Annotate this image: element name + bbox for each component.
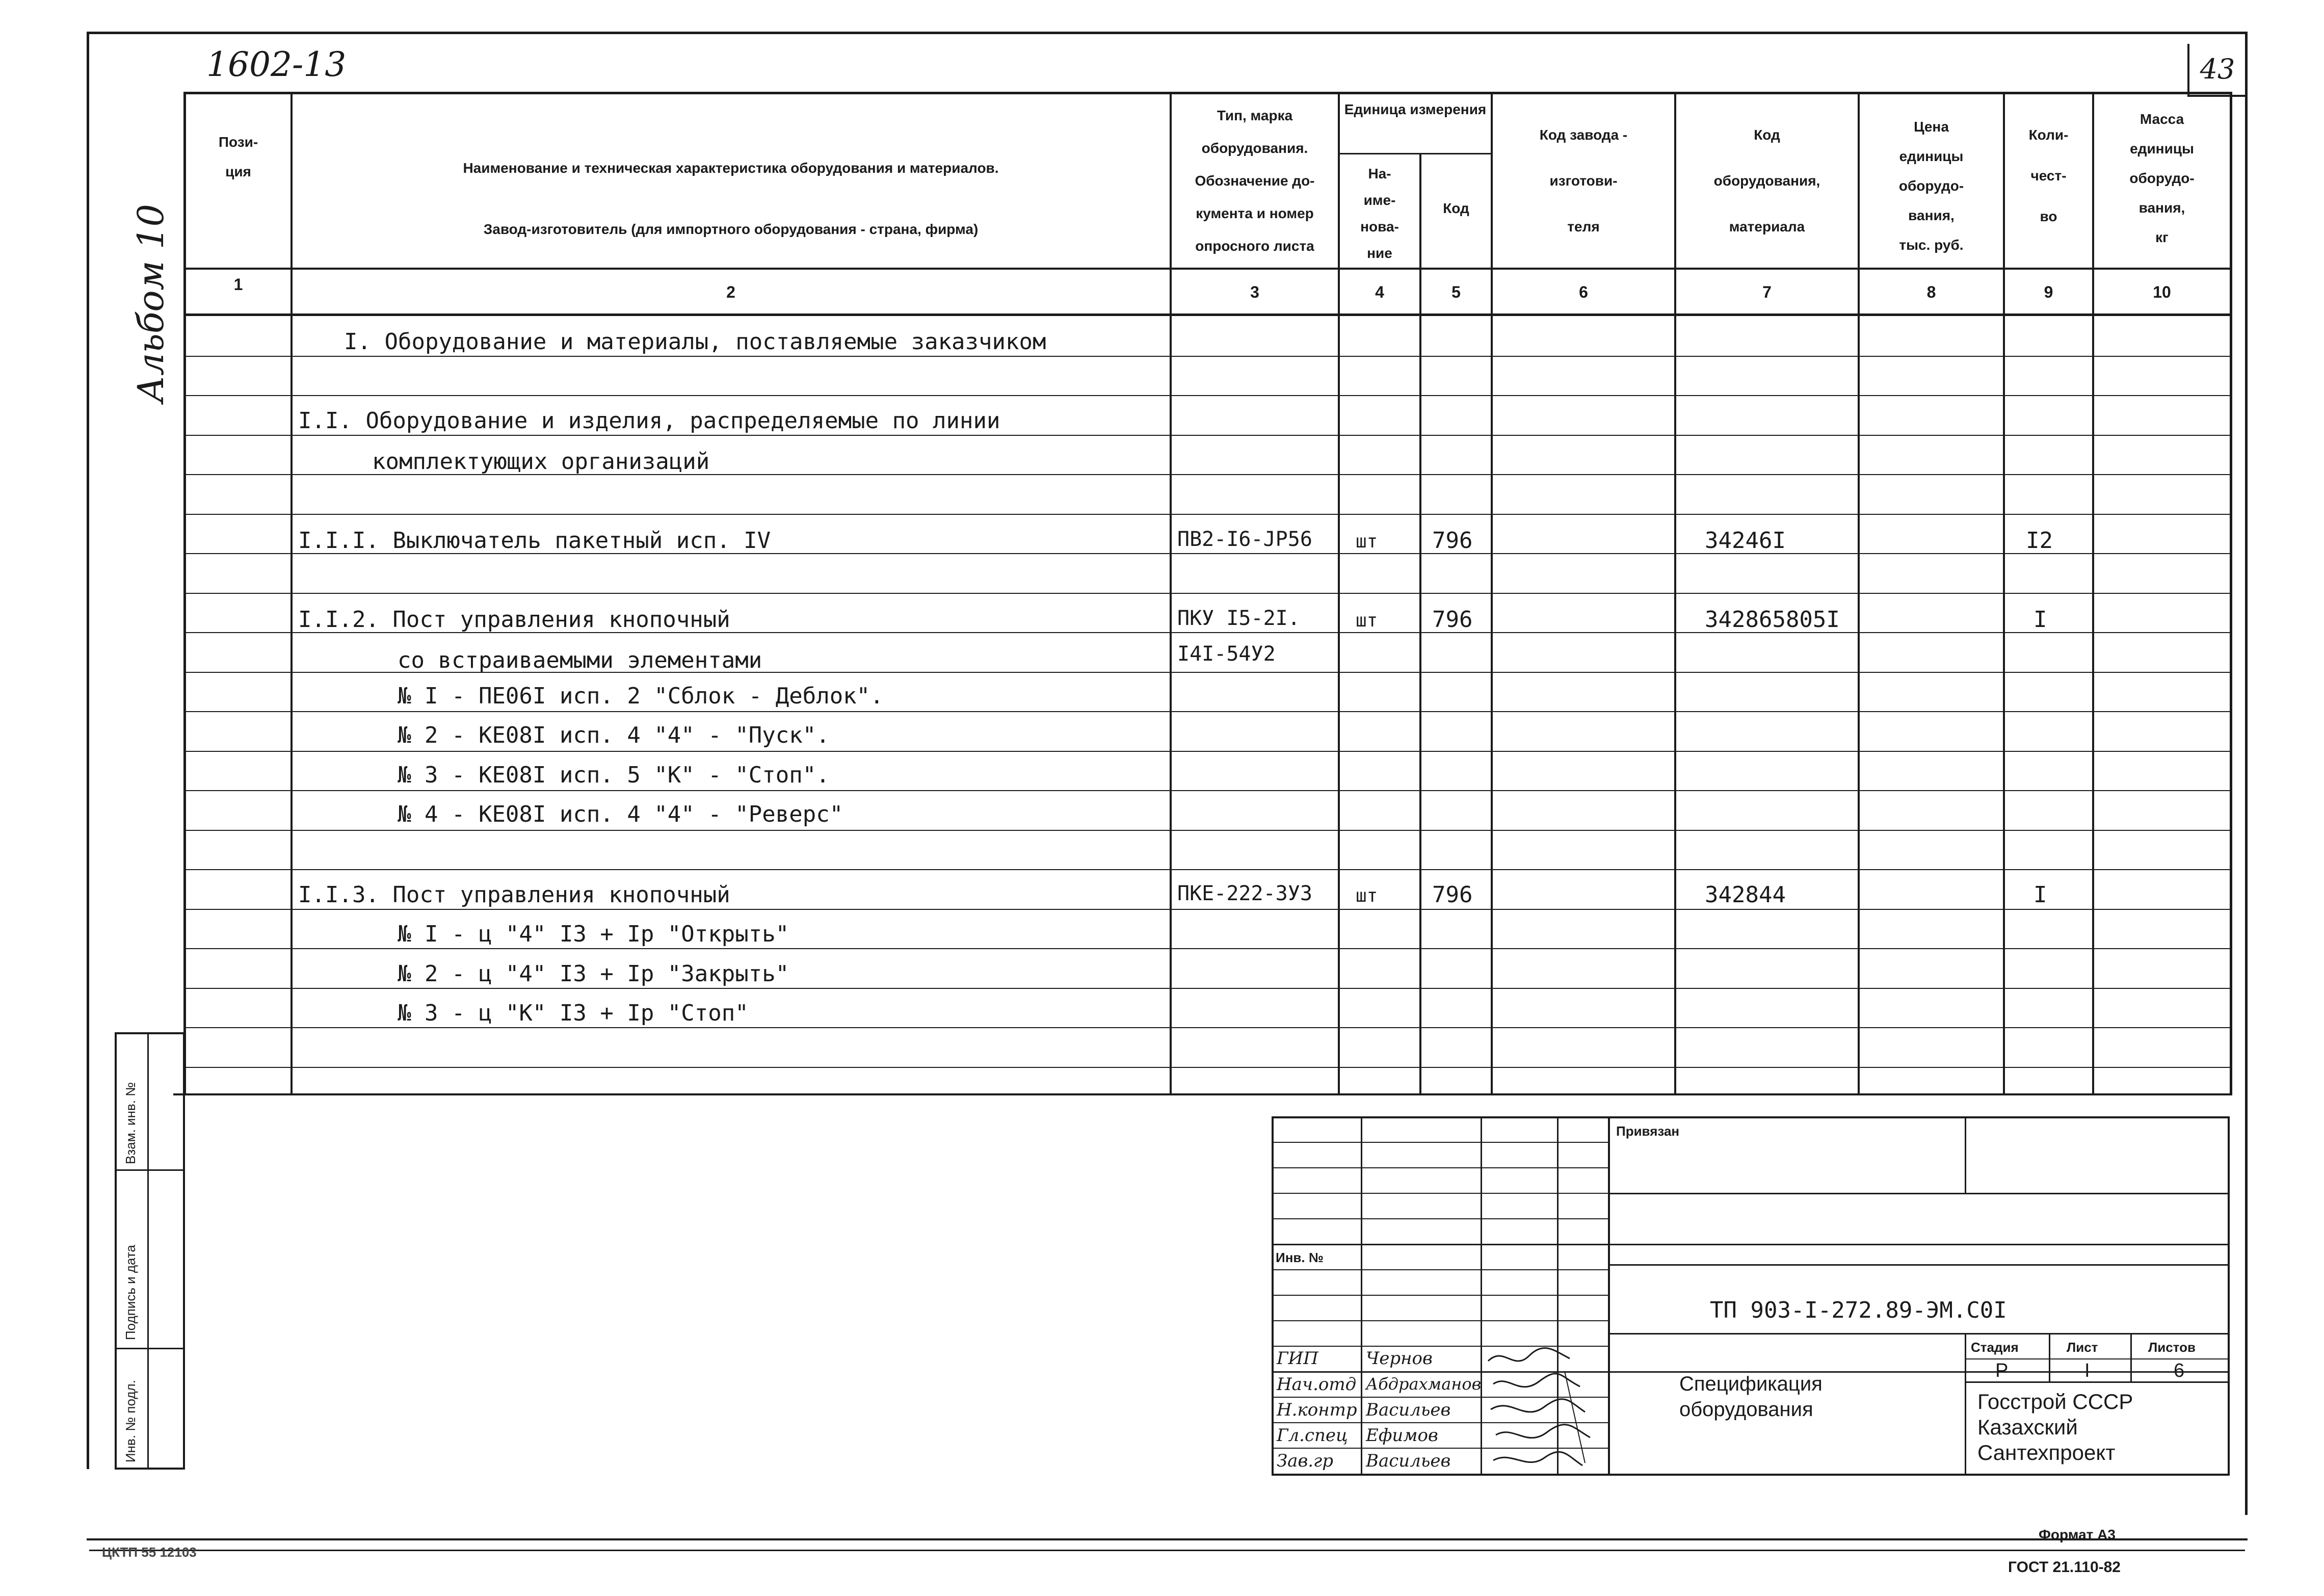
- header-quantity: Коли- чест- во: [2028, 127, 2069, 224]
- col-number-5: 5: [1451, 283, 1461, 301]
- doc-code: 1602-13: [206, 45, 347, 84]
- footer-gost: ГОСТ 21.110-82: [2008, 1559, 2121, 1576]
- organization: Госстрой СССР Казахский Сантехпроект: [1977, 1390, 2133, 1464]
- col-number-8: 8: [1926, 283, 1936, 301]
- row-section-1: I. Оборудование и материалы, поставляемые заказчиком: [344, 329, 1046, 355]
- row-element-4: № 4 - КЕ08I исп. 4 "4" - "Реверс": [398, 801, 843, 827]
- name-group-head: Васильев: [1366, 1451, 1451, 1471]
- frame-top: [87, 32, 2248, 34]
- row-element-5: № I - ц "4" I3 + Iр "Открыть": [398, 921, 789, 947]
- name-chief-spec: Ефимов: [1366, 1425, 1438, 1446]
- frame-left: [87, 32, 89, 1469]
- side-stamp-inventory: Инв. № подл.: [123, 1380, 138, 1462]
- table-bottom: [173, 1093, 2232, 1095]
- sheet-label: Лист: [2067, 1340, 2098, 1355]
- row-item-1-1-3: I.I.3. Пост управления кнопочный: [298, 882, 730, 908]
- header-factory-code: Код завода - изготови- теля: [1539, 127, 1628, 234]
- specification-table: [183, 92, 2232, 1093]
- header-price: Цена единицы оборудо- вания, тыс. руб.: [1898, 119, 1964, 253]
- row-element-3: № 3 - КЕ08I исп. 5 "К" - "Стоп".: [398, 762, 830, 788]
- name-head-dept: Абдрахманов: [1366, 1374, 1482, 1394]
- row-item-1-1-1: I.I.I. Выключатель пакетный исп. IV: [298, 528, 771, 554]
- row-item-1-1-2-equip-code: 342865805I: [1705, 607, 1840, 633]
- row-element-2: № 2 - КЕ08I исп. 4 "4" - "Пуск".: [398, 722, 830, 748]
- name-norm-control: Васильев: [1366, 1400, 1451, 1420]
- row-item-1-1-3-equip-code: 342844: [1705, 882, 1786, 908]
- row-item-1-1-1-qty: I2: [2026, 528, 2053, 554]
- row-item-1-1-3-qty: I: [2034, 882, 2047, 908]
- stage-label: Стадия: [1971, 1340, 2019, 1355]
- col-number-3: 3: [1250, 283, 1259, 301]
- role-chief-spec: Гл.спец: [1277, 1425, 1348, 1446]
- row-section-1-1: I.I. Оборудование и изделия, распределяемые по линии: [298, 408, 1000, 434]
- sheet-number: 43: [2200, 53, 2235, 85]
- row-element-6: № 2 - ц "4" I3 + Iр "Закрыть": [398, 961, 789, 987]
- header-position: Пози- ция: [218, 134, 258, 179]
- row-item-1-1-1-code: 796: [1432, 528, 1473, 554]
- footer-line: [89, 1550, 2245, 1551]
- row-item-1-1-3-unit: шт: [1356, 885, 1378, 906]
- row-item-1-1-1-unit: шт: [1356, 531, 1378, 552]
- row-item-1-1-2-unit: шт: [1356, 610, 1378, 631]
- col-number-7: 7: [1762, 283, 1772, 301]
- row-element-7: № 3 - ц "К" I3 + Iр "Стоп": [398, 1000, 749, 1026]
- row-element-1: № I - ПЕ06I исп. 2 "Сблок - Деблок".: [398, 683, 884, 709]
- col-number-6: 6: [1579, 283, 1588, 301]
- header-unit-name: На- име- нова- ние: [1360, 166, 1399, 261]
- header-unit: Единица измерения: [1344, 101, 1487, 117]
- linked-label: Привязан: [1616, 1123, 1680, 1139]
- sheet-number-box: [2187, 44, 2246, 97]
- header-mass: Масса единицы оборудо- вания, кг: [2129, 111, 2195, 245]
- signatures: [1483, 1341, 1605, 1476]
- sheets-value: 6: [2174, 1360, 2185, 1381]
- row-item-1-1-2-cont: со встраиваемыми элементами: [398, 647, 762, 673]
- stage-value: Р: [1995, 1360, 2009, 1381]
- header-type: Тип, марка оборудования. Обозначение до- кумента и номер опросного листа: [1195, 108, 1315, 254]
- frame-bottom: [87, 1538, 2248, 1540]
- title-block: [1272, 1116, 2230, 1476]
- header-unit-code: Код: [1443, 200, 1469, 216]
- role-gip: ГИП: [1277, 1348, 1318, 1369]
- side-stamp-replacement: Взам. инв. №: [123, 1082, 138, 1164]
- side-stamp-signature: Подпись и дата: [123, 1244, 138, 1340]
- album-label: Альбом 10: [130, 204, 172, 403]
- row-item-1-1-2: I.I.2. Пост управления кнопочный: [298, 607, 730, 633]
- sheets-label: Листов: [2148, 1340, 2196, 1355]
- header-name: Наименование и техническая характеристика оборудования и материалов. Завод-изготовитель (для импортного оборудования - страна, фирма): [463, 160, 999, 237]
- row-item-1-1-3-type: ПКЕ-222-3У3: [1177, 882, 1312, 905]
- footer-left: ЦКТП 55 12103: [102, 1545, 197, 1560]
- role-head-dept: Нач.отд: [1277, 1374, 1357, 1395]
- side-stamp: [115, 1032, 185, 1470]
- frame-right: [2245, 32, 2248, 1515]
- row-item-1-1-1-equip-code: 34246I: [1705, 528, 1786, 554]
- col-number-10: 10: [2153, 283, 2171, 301]
- col-number-9: 9: [2044, 283, 2053, 301]
- row-section-1-1-cont: комплектующих организаций: [372, 449, 710, 475]
- name-gip: Чернов: [1366, 1348, 1433, 1369]
- role-group-head: Зав.гр: [1277, 1451, 1333, 1471]
- footer-format: Формат А3: [2039, 1527, 2116, 1542]
- row-item-1-1-1-type: ПВ2-I6-ЈР56: [1177, 528, 1312, 551]
- designation: ТП 903-I-272.89-ЭМ.C0I: [1710, 1297, 2007, 1323]
- col-number-1: 1: [233, 275, 243, 294]
- sheet-value: I: [2084, 1360, 2090, 1381]
- col-number-2: 2: [726, 283, 735, 301]
- header-equipment-code: Код оборудования, материала: [1713, 127, 1820, 234]
- row-item-1-1-3-code: 796: [1432, 882, 1473, 908]
- row-item-1-1-2-qty: I: [2034, 607, 2047, 633]
- row-item-1-1-2-type: ПКУ I5-2I.: [1177, 607, 1300, 630]
- row-item-1-1-2-code: 796: [1432, 607, 1473, 633]
- row-item-1-1-2-type-cont: I4I-54У2: [1177, 642, 1276, 666]
- inventory-label: Инв. №: [1276, 1250, 1324, 1265]
- role-norm-control: Н.контр: [1277, 1400, 1357, 1420]
- col-number-4: 4: [1375, 283, 1384, 301]
- document-title: Спецификация оборудования: [1679, 1373, 1823, 1421]
